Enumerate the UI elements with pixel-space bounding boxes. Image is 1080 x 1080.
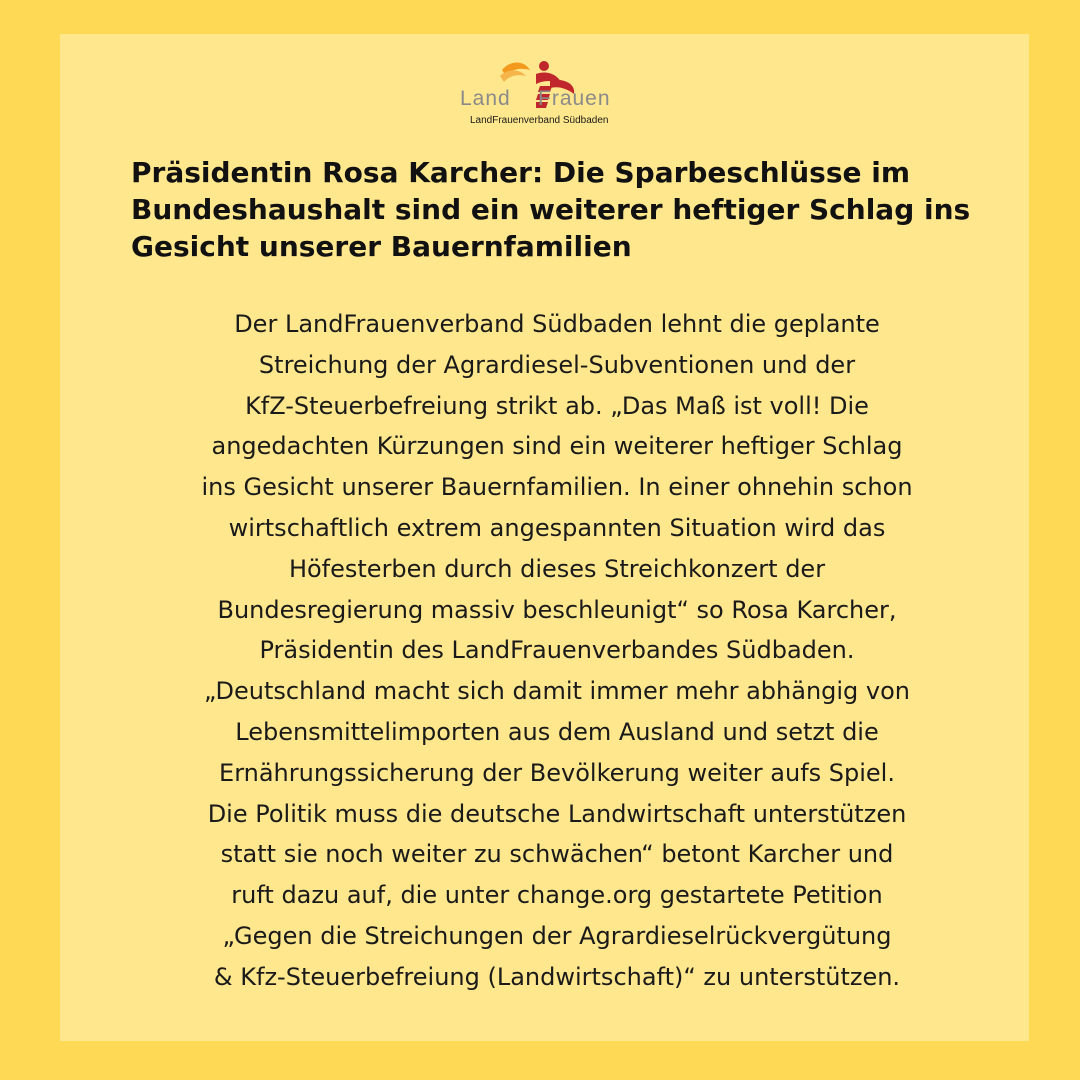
logo-word-frauen: Frauen [538, 87, 611, 110]
article-headline: Präsidentin Rosa Karcher: Die Sparbeschlüsse im Bundeshaushalt sind ein weiterer heftiger Schlag ins Gesicht unserer Bauernfamilien [131, 156, 971, 263]
landfrauen-logo [454, 56, 626, 134]
logo-subtitle: LandFrauenverband Südbaden [470, 115, 609, 126]
article-body: Der LandFrauenverband Südbaden lehnt die geplante Streichung der Agrardiesel-Subventionen und der KfZ-Steuerbefreiung strikt ab. „Das Maß ist voll! Die angedachten Kürzungen sind ein weiterer heftiger Schlag ins Gesicht unserer Bauernfamilien. In einer ohnehin schon wirtschaftlich extrem angespannten Situation wird das Höfesterben durch dieses Streichkonzert der Bundesregierung massiv beschleunigt“ so Rosa Karcher, Präsidentin des LandFrauenverbandes Südbaden. „Deutschland macht sich damit immer mehr abhängig von Lebensmittelimporten aus dem Ausland und setzt die Ernährungssicherung der Bevölkerung weiter aufs Spiel. Die Politik muss die deutsche Landwirtschaft unterstützen statt sie noch weiter zu schwächen“ betont Karcher und ruft dazu auf, die unter change.org gestartete Petition „Gegen die Streichungen der Agrardieselrückvergütung & Kfz-Steuerbefreiung (Landwirtschaft)“ zu unterstützen. [201, 310, 913, 991]
logo-word-land: Land [460, 87, 511, 110]
